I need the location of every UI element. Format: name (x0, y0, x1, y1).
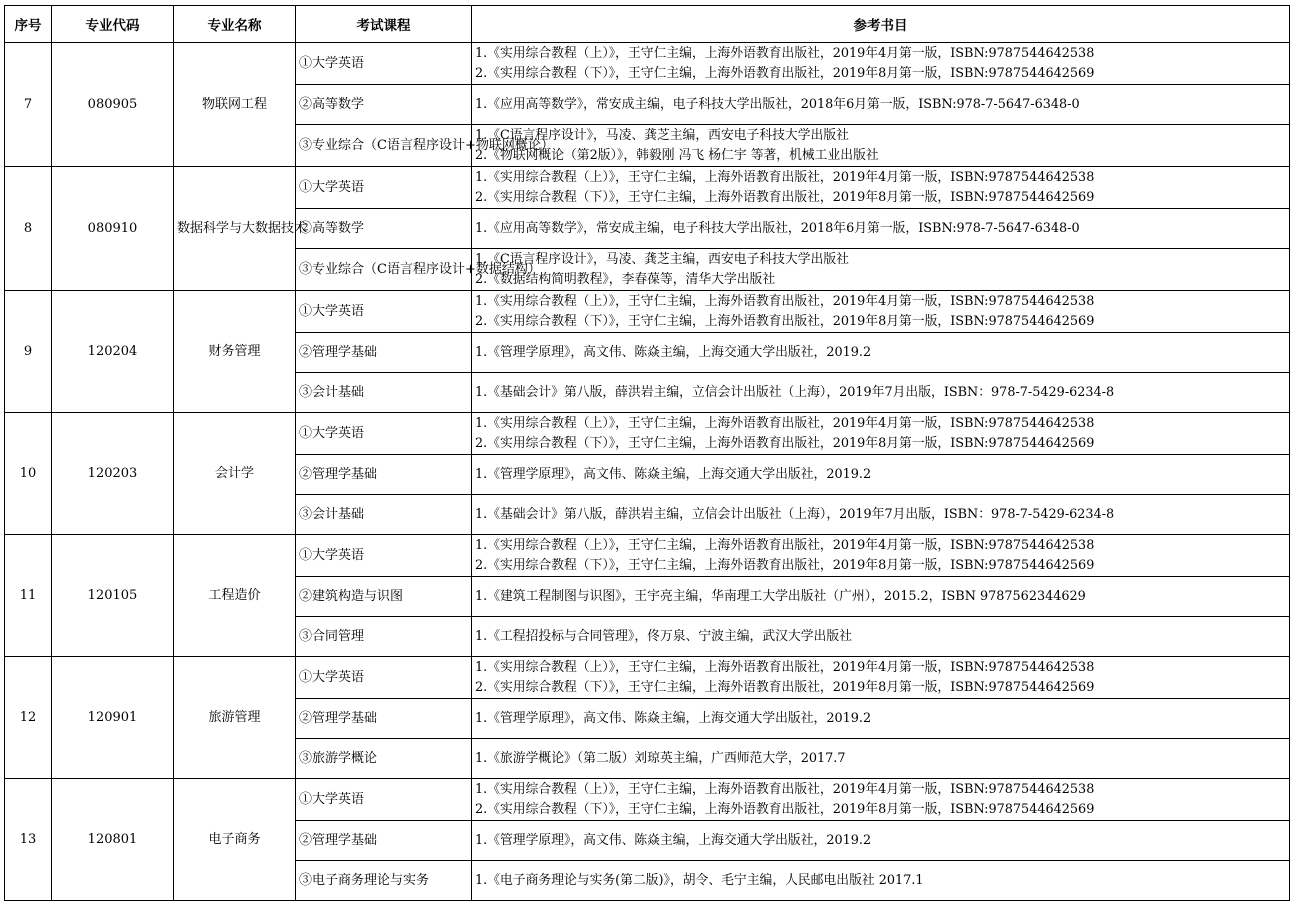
book-entry: 1.《实用综合教程（上）》，王守仁主编，上海外语教育出版社，2019年4月第一版，ISBN:9787544642538 (475, 782, 1095, 797)
books-cell (472, 85, 1290, 125)
seq-cell: 7 (5, 43, 52, 167)
course-cell: ②高等数学 (296, 209, 472, 249)
course-cell: ①大学英语 (296, 657, 472, 699)
table-row (5, 413, 1290, 455)
seq-cell: 11 (5, 535, 52, 657)
books-cell (472, 495, 1290, 535)
course-cell: ③会计基础 (296, 495, 472, 535)
books-cell (472, 535, 1290, 577)
course-cell: ②管理学基础 (296, 455, 472, 495)
code-cell: 120901 (52, 657, 174, 779)
major-name-cell: 旅游管理 (174, 657, 296, 779)
book-entry: 2.《物联网概论（第2版）》，韩毅刚 冯飞 杨仁宇 等著，机械工业出版社 (475, 147, 879, 163)
book-entry: 1.《实用综合教程（上）》，王守仁主编，上海外语教育出版社，2019年4月第一版，ISBN:9787544642538 (475, 294, 1095, 309)
seq-cell: 8 (5, 167, 52, 291)
seq-cell: 12 (5, 657, 52, 779)
course-cell: ①大学英语 (296, 167, 472, 209)
book-entry: 2.《数据结构简明教程》，李春葆等，清华大学出版社 (475, 271, 776, 287)
book-entry: 1.《工程招投标与合同管理》，佟万泉、宁波主编，武汉大学出版社 (475, 628, 852, 644)
table-row (5, 291, 1290, 333)
table-row (5, 535, 1290, 577)
course-cell: ②建筑构造与识图 (296, 577, 472, 617)
header-course: 考试课程 (296, 6, 472, 43)
book-entry: 1.《实用综合教程（上）》，王守仁主编，上海外语教育出版社，2019年4月第一版，ISBN:9787544642538 (475, 416, 1095, 431)
books-cell (472, 577, 1290, 617)
book-entry: 1.《实用综合教程（上）》，王守仁主编，上海外语教育出版社，2019年4月第一版，ISBN:9787544642538 (475, 660, 1095, 675)
course-cell: ②管理学基础 (296, 821, 472, 861)
book-entry: 1.《管理学原理》，高文伟、陈焱主编，上海交通大学出版社，2019.2 (475, 832, 872, 848)
books-cell (472, 373, 1290, 413)
course-cell: ③合同管理 (296, 617, 472, 657)
books-cell (472, 455, 1290, 495)
table-row (5, 779, 1290, 821)
syllabus-table (4, 5, 1290, 901)
book-entry: 1.《建筑工程制图与识图》，王宇亮主编，华南理工大学出版社（广州），2015.2，ISBN 9787562344629 (475, 588, 1086, 604)
course-cell: ②高等数学 (296, 85, 472, 125)
major-name-cell: 电子商务 (174, 779, 296, 901)
book-entry: 1.《应用高等数学》，常安成主编，电子科技大学出版社，2018年6月第一版，ISBN:978-7-5647-6348-0 (475, 96, 1080, 112)
code-cell: 080905 (52, 43, 174, 167)
books-cell (472, 291, 1290, 333)
book-entry: 1.《旅游学概论》（第二版）刘琼英主编，广西师范大学，2017.7 (475, 750, 846, 766)
book-entry: 2.《实用综合教程（下）》，王守仁主编，上海外语教育出版社，2019年8月第一版，ISBN:9787544642569 (475, 313, 1095, 329)
course-cell: ③专业综合（C语言程序设计+物联网概论） (296, 125, 472, 167)
book-entry: 1.《基础会计》第八版，薛洪岩主编，立信会计出版社（上海），2019年7月出版，ISBN：978-7-5429-6234-8 (475, 384, 1115, 400)
seq-cell: 10 (5, 413, 52, 535)
header-row (5, 6, 1290, 43)
code-cell: 120801 (52, 779, 174, 901)
header-books: 参考书目 (472, 6, 1290, 43)
books-cell (472, 699, 1290, 739)
book-entry: 2.《实用综合教程（下）》，王守仁主编，上海外语教育出版社，2019年8月第一版，ISBN:9787544642569 (475, 557, 1095, 573)
code-cell: 120203 (52, 413, 174, 535)
table-body (5, 43, 1290, 901)
major-name-cell: 数据科学与大数据技术 (174, 167, 296, 291)
course-cell: ③会计基础 (296, 373, 472, 413)
book-entry: 1.《管理学原理》，高文伟、陈焱主编，上海交通大学出版社，2019.2 (475, 710, 872, 726)
course-cell: ①大学英语 (296, 291, 472, 333)
books-cell (472, 43, 1290, 85)
course-cell: ③专业综合（C语言程序设计+数据结构） (296, 249, 472, 291)
book-entry: 2.《实用综合教程（下）》，王守仁主编，上海外语教育出版社，2019年8月第一版，ISBN:9787544642569 (475, 435, 1095, 451)
books-cell (472, 617, 1290, 657)
book-entry: 1.《管理学原理》，高文伟、陈焱主编，上海交通大学出版社，2019.2 (475, 466, 872, 482)
book-entry: 1.《管理学原理》，高文伟、陈焱主编，上海交通大学出版社，2019.2 (475, 344, 872, 360)
table-row (5, 657, 1290, 699)
book-entry: 1.《基础会计》第八版，薛洪岩主编，立信会计出版社（上海），2019年7月出版，ISBN：978-7-5429-6234-8 (475, 506, 1115, 522)
header-name: 专业名称 (174, 6, 296, 43)
books-cell (472, 779, 1290, 821)
code-cell: 120105 (52, 535, 174, 657)
header-seq: 序号 (5, 6, 52, 43)
course-cell: ①大学英语 (296, 535, 472, 577)
major-name-cell: 工程造价 (174, 535, 296, 657)
major-name-cell: 物联网工程 (174, 43, 296, 167)
book-entry: 2.《实用综合教程（下）》，王守仁主编，上海外语教育出版社，2019年8月第一版，ISBN:9787544642569 (475, 801, 1095, 817)
book-entry: 1.《C语言程序设计》，马凌、龚芝主编，西安电子科技大学出版社 (475, 128, 849, 143)
course-cell: ③电子商务理论与实务 (296, 861, 472, 901)
seq-cell: 9 (5, 291, 52, 413)
seq-cell: 13 (5, 779, 52, 901)
books-cell (472, 333, 1290, 373)
books-cell (472, 739, 1290, 779)
book-entry: 2.《实用综合教程（下）》，王守仁主编，上海外语教育出版社，2019年8月第一版，ISBN:9787544642569 (475, 189, 1095, 205)
books-cell (472, 861, 1290, 901)
books-cell (472, 413, 1290, 455)
book-entry: 1.《实用综合教程（上）》，王守仁主编，上海外语教育出版社，2019年4月第一版，ISBN:9787544642538 (475, 46, 1095, 61)
book-entry: 2.《实用综合教程（下）》，王守仁主编，上海外语教育出版社，2019年8月第一版，ISBN:9787544642569 (475, 65, 1095, 81)
table-row (5, 167, 1290, 209)
books-cell (472, 821, 1290, 861)
major-name-cell: 财务管理 (174, 291, 296, 413)
course-cell: ②管理学基础 (296, 699, 472, 739)
book-entry: 1.《C语言程序设计》，马凌、龚芝主编，西安电子科技大学出版社 (475, 252, 849, 267)
course-cell: ③旅游学概论 (296, 739, 472, 779)
header-code: 专业代码 (52, 6, 174, 43)
table-row (5, 43, 1290, 85)
course-cell: ①大学英语 (296, 779, 472, 821)
book-entry: 1.《电子商务理论与实务(第二版)》，胡令、毛宁主编，人民邮电出版社 2017.1 (475, 872, 924, 888)
course-cell: ②管理学基础 (296, 333, 472, 373)
book-entry: 1.《应用高等数学》，常安成主编，电子科技大学出版社，2018年6月第一版，ISBN:978-7-5647-6348-0 (475, 220, 1080, 236)
books-cell (472, 167, 1290, 209)
books-cell (472, 125, 1290, 167)
code-cell: 080910 (52, 167, 174, 291)
book-entry: 1.《实用综合教程（上）》，王守仁主编，上海外语教育出版社，2019年4月第一版，ISBN:9787544642538 (475, 170, 1095, 185)
books-cell (472, 209, 1290, 249)
code-cell: 120204 (52, 291, 174, 413)
books-cell (472, 657, 1290, 699)
books-cell (472, 249, 1290, 291)
book-entry: 1.《实用综合教程（上）》，王守仁主编，上海外语教育出版社，2019年4月第一版，ISBN:9787544642538 (475, 538, 1095, 553)
course-cell: ①大学英语 (296, 43, 472, 85)
major-name-cell: 会计学 (174, 413, 296, 535)
book-entry: 2.《实用综合教程（下）》，王守仁主编，上海外语教育出版社，2019年8月第一版，ISBN:9787544642569 (475, 679, 1095, 695)
course-cell: ①大学英语 (296, 413, 472, 455)
